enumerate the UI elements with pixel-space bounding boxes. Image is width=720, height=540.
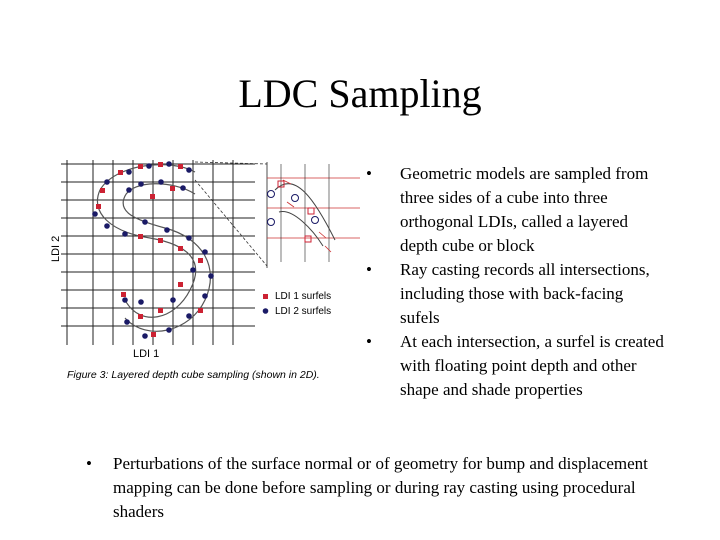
ldi1-legend-label: LDI 1 surfels bbox=[275, 291, 332, 302]
bottom-bullet-list bbox=[86, 452, 666, 524]
s-curve-inner bbox=[123, 184, 210, 332]
bullet-item: • Geometric models are sampled from three sides of a cube into three orthogonal LDIs, called a layered depth cube or block bbox=[366, 162, 666, 258]
zoom-inset bbox=[267, 162, 360, 268]
bullet-item: • Ray casting records all intersections, including those with back-facing sufels bbox=[366, 258, 666, 330]
ldi1-axis-label: LDI 1 bbox=[133, 348, 160, 360]
ldi1-legend-swatch bbox=[263, 294, 268, 299]
slide-title: LDC Sampling bbox=[238, 71, 482, 116]
ldi2-axis-label: LDI 2 bbox=[50, 235, 62, 262]
figure-legend bbox=[263, 291, 331, 317]
figure-caption: Figure 3: Layered depth cube sampling (shown in 2D). bbox=[67, 369, 320, 381]
ldi2-legend-label: LDI 2 surfels bbox=[275, 306, 332, 317]
ldi2-legend-swatch bbox=[263, 308, 269, 314]
ldc-sampling-diagram bbox=[50, 150, 395, 385]
bottom-bullet-item: • Perturbations of the surface normal or of geometry for bump and displacement mapping can be done before sampling or during ray casting using procedural shaders bbox=[86, 452, 666, 524]
grid-horizontal bbox=[61, 164, 255, 326]
right-bullet-list bbox=[366, 162, 666, 402]
bullet-item: • At each intersection, a surfel is created with floating point depth and other shape and shade properties bbox=[366, 330, 666, 402]
ldc-figure bbox=[50, 150, 395, 385]
ldi1-surfels bbox=[96, 162, 203, 337]
